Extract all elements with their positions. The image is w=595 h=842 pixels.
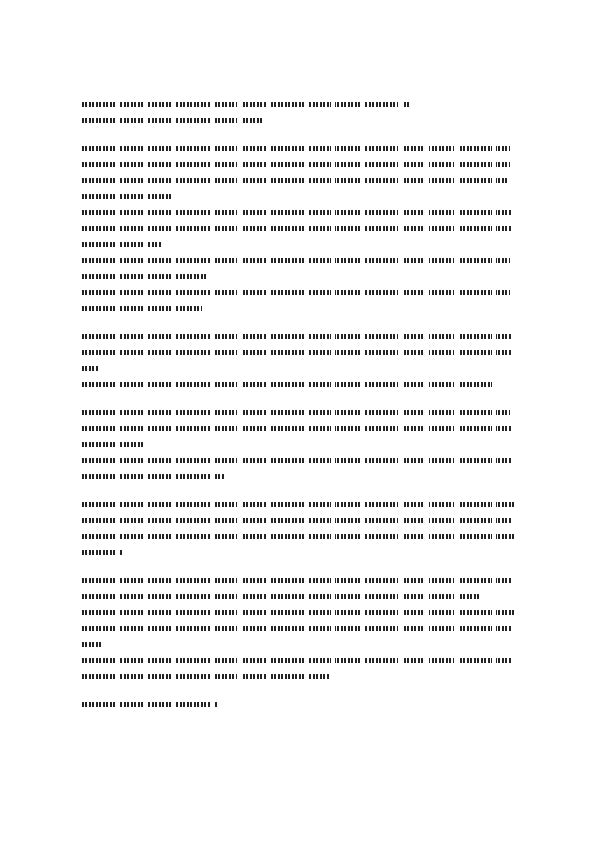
illegible-text xyxy=(82,382,496,387)
text-line xyxy=(82,189,514,205)
illegible-text xyxy=(82,258,510,263)
text-line xyxy=(82,497,514,513)
illegible-text xyxy=(82,306,202,311)
illegible-text xyxy=(82,426,512,431)
text-line xyxy=(82,361,514,377)
text-line xyxy=(82,301,514,317)
illegible-text xyxy=(82,162,510,167)
illegible-text xyxy=(82,194,174,199)
text-line xyxy=(82,513,514,529)
illegible-text xyxy=(82,626,512,631)
text-line xyxy=(82,329,514,345)
illegible-text xyxy=(82,226,512,231)
document-body xyxy=(82,97,514,725)
illegible-text xyxy=(82,658,512,663)
illegible-text xyxy=(82,334,512,339)
text-line xyxy=(82,97,514,113)
text-line xyxy=(82,573,514,589)
text-line xyxy=(82,237,514,253)
illegible-text xyxy=(82,578,512,583)
text-line xyxy=(82,141,514,157)
illegible-text xyxy=(82,146,510,151)
text-line xyxy=(82,173,514,189)
text-line xyxy=(82,621,514,637)
illegible-text xyxy=(82,442,146,447)
paragraph xyxy=(82,573,514,685)
illegible-text xyxy=(82,502,514,507)
text-line xyxy=(82,637,514,653)
paragraph xyxy=(82,141,514,317)
illegible-text xyxy=(82,102,410,107)
text-line xyxy=(82,545,514,561)
illegible-text xyxy=(82,178,508,183)
text-line xyxy=(82,529,514,545)
text-line xyxy=(82,589,514,605)
illegible-text xyxy=(82,242,162,247)
illegible-text xyxy=(82,610,514,615)
text-line xyxy=(82,669,514,685)
illegible-text xyxy=(82,458,512,463)
illegible-text xyxy=(82,274,206,279)
illegible-text xyxy=(82,290,510,295)
text-line xyxy=(82,205,514,221)
text-line xyxy=(82,469,514,485)
text-line xyxy=(82,437,514,453)
illegible-text xyxy=(82,210,512,215)
illegible-text xyxy=(82,702,218,707)
paragraph xyxy=(82,697,514,713)
text-line xyxy=(82,697,514,713)
paragraph xyxy=(82,329,514,393)
text-line xyxy=(82,269,514,285)
text-line xyxy=(82,345,514,361)
text-line xyxy=(82,113,514,129)
text-line xyxy=(82,253,514,269)
illegible-text xyxy=(82,474,224,479)
illegible-text xyxy=(82,410,510,415)
illegible-text xyxy=(82,350,512,355)
text-line xyxy=(82,605,514,621)
illegible-text xyxy=(82,642,102,647)
text-line xyxy=(82,653,514,669)
paragraph xyxy=(82,405,514,485)
paragraph xyxy=(82,97,514,129)
illegible-text xyxy=(82,118,264,123)
illegible-text xyxy=(82,550,124,555)
illegible-text xyxy=(82,366,98,371)
illegible-text xyxy=(82,518,512,523)
illegible-text xyxy=(82,674,330,679)
illegible-text xyxy=(82,594,480,599)
illegible-text xyxy=(82,534,514,539)
text-line xyxy=(82,421,514,437)
text-line xyxy=(82,405,514,421)
text-line xyxy=(82,221,514,237)
text-line xyxy=(82,453,514,469)
text-line xyxy=(82,157,514,173)
paragraph xyxy=(82,497,514,561)
text-line xyxy=(82,377,514,393)
text-line xyxy=(82,285,514,301)
